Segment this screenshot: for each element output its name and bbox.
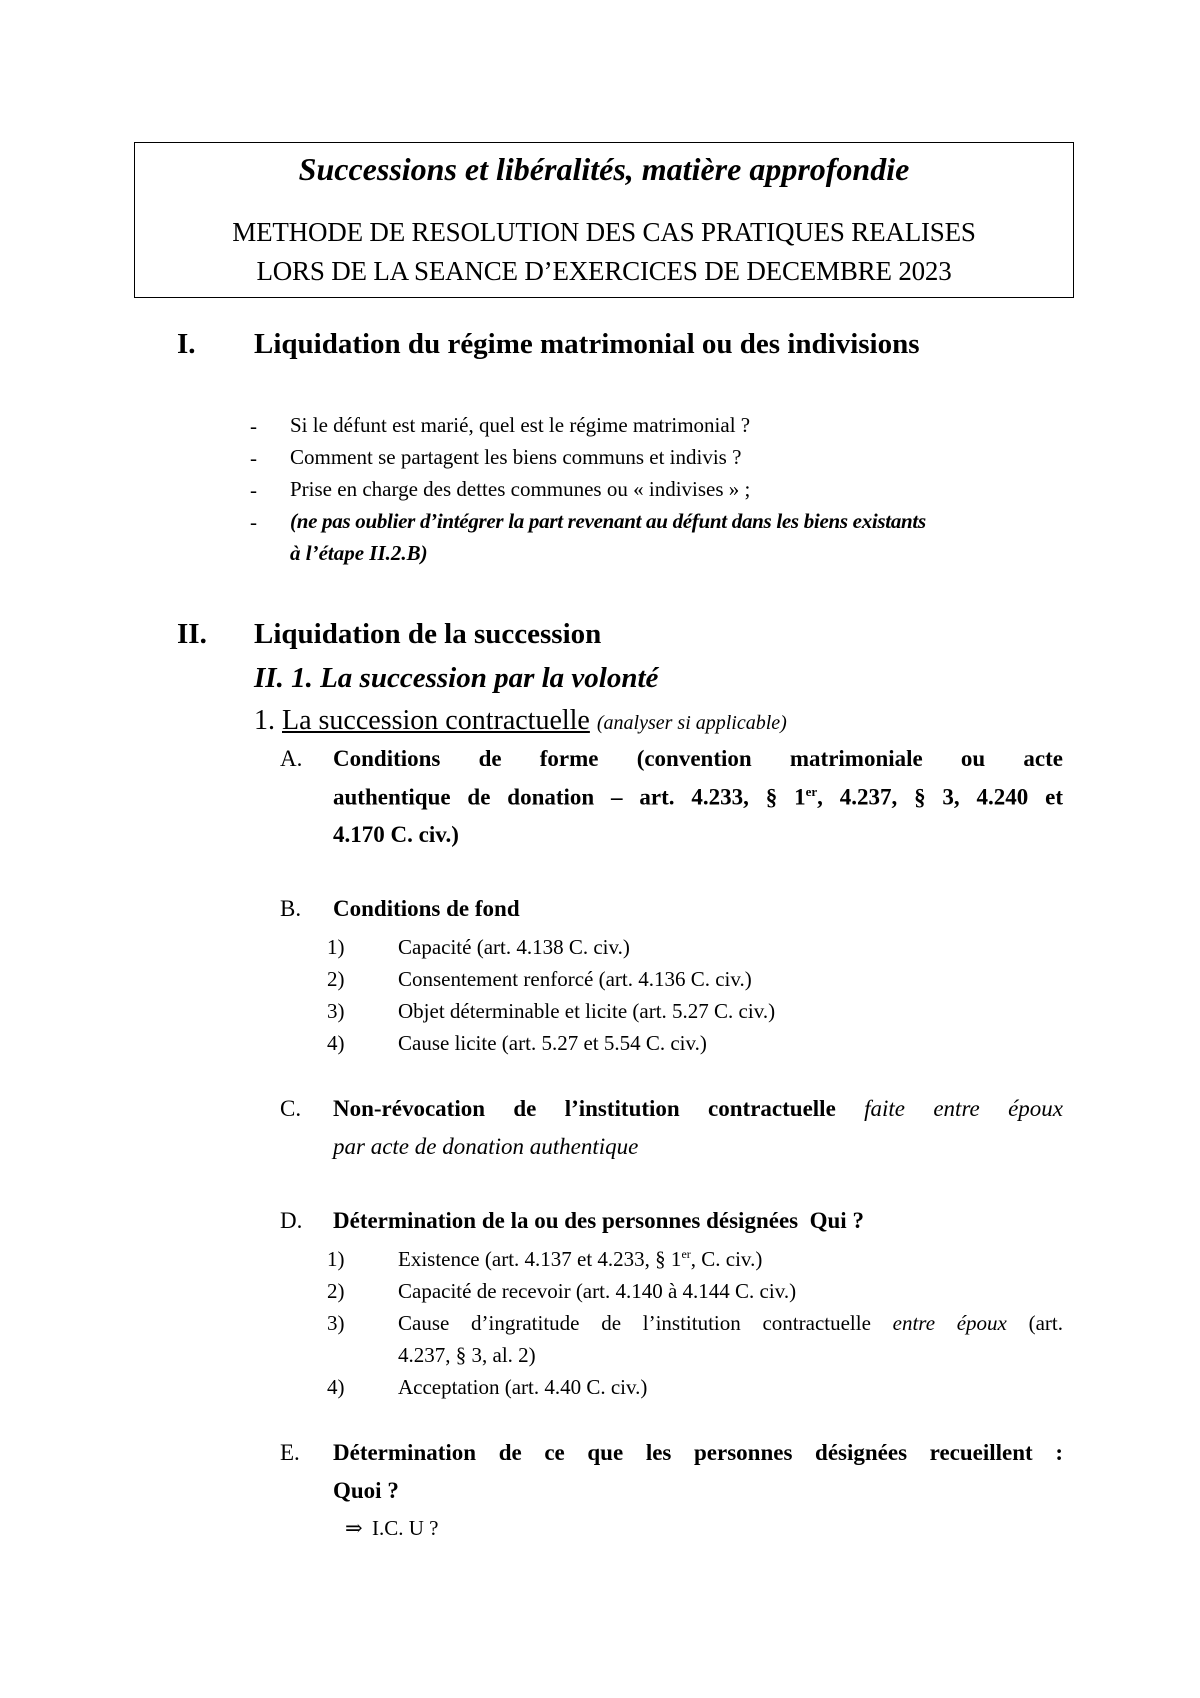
item-D-question: Qui ? bbox=[809, 1208, 864, 1233]
item-A-line-2 bbox=[333, 784, 1063, 811]
list-item: Acceptation (art. 4.40 C. civ.) bbox=[398, 1375, 648, 1399]
item-E-line-2: Quoi ? bbox=[333, 1478, 399, 1503]
section-1-number: I. bbox=[177, 328, 196, 360]
list-item-text-a: Cause d’ingratitude de l’institution contractuelle bbox=[398, 1311, 871, 1335]
item-E-letter: E. bbox=[280, 1440, 300, 1465]
item-C-bold: Non-révocation de l’institution contractuelle bbox=[333, 1096, 836, 1121]
subsection-1-title: La succession contractuelle bbox=[282, 705, 590, 736]
bullet-dash: - bbox=[250, 446, 257, 470]
list-item-text-b: , C. civ.) bbox=[690, 1247, 763, 1271]
list-number: 1) bbox=[327, 1247, 345, 1271]
bullet-item: Si le défunt est marié, quel est le régime matrimonial ? bbox=[290, 413, 751, 437]
list-number: 3) bbox=[327, 1311, 345, 1335]
list-item-text-a: Existence (art. 4.137 et 4.233, § 1 bbox=[398, 1247, 682, 1271]
subtitle-line-1: METHODE DE RESOLUTION DES CAS PRATIQUES REALISES bbox=[232, 217, 976, 247]
list-item: Consentement renforcé (art. 4.136 C. civ.) bbox=[398, 967, 752, 991]
list-number: 1) bbox=[327, 935, 345, 959]
section-1-title: Liquidation du régime matrimonial ou des indivisions bbox=[254, 328, 920, 360]
section-2-number: II. bbox=[177, 618, 207, 650]
title-box bbox=[134, 142, 1074, 298]
item-C-line-1 bbox=[333, 1096, 1063, 1122]
item-A-letter: A. bbox=[280, 746, 303, 771]
document-title: Successions et libéralités, matière approfondie bbox=[298, 151, 910, 187]
item-B-letter: B. bbox=[280, 896, 302, 921]
subtitle-line-2: LORS DE LA SEANCE D’EXERCICES DE DECEMBRE 2023 bbox=[256, 256, 952, 286]
bullet-dash: - bbox=[250, 510, 257, 534]
subsection-1-number: 1. bbox=[254, 705, 275, 736]
list-number: 4) bbox=[327, 1375, 345, 1399]
list-number: 4) bbox=[327, 1031, 345, 1055]
list-item: Cause licite (art. 5.27 et 5.54 C. civ.) bbox=[398, 1031, 707, 1055]
list-item-italic: entre époux bbox=[892, 1311, 1007, 1335]
item-D-heading bbox=[333, 1208, 864, 1234]
list-item-text-b: (art. bbox=[1028, 1311, 1063, 1335]
bullet-item: Prise en charge des dettes communes ou « indivises » ; bbox=[290, 477, 751, 501]
list-item: Capacité (art. 4.138 C. civ.) bbox=[398, 935, 630, 959]
item-B-title: Conditions de fond bbox=[333, 896, 520, 921]
list-item: Objet déterminable et licite (art. 5.27 C. civ.) bbox=[398, 999, 776, 1023]
item-D-letter: D. bbox=[280, 1208, 303, 1233]
bullet-dash: - bbox=[250, 478, 257, 502]
item-C-italic-1: faite entre époux bbox=[864, 1096, 1063, 1121]
bullet-dash: - bbox=[250, 414, 257, 438]
list-item bbox=[398, 1311, 1063, 1336]
implies-arrow-icon: ⇒ bbox=[345, 1516, 363, 1540]
list-item-continued: 4.237, § 3, al. 2) bbox=[398, 1343, 536, 1367]
item-A-line-2b: , 4.237, § 3, 4.240 et bbox=[817, 784, 1063, 810]
item-C-letter: C. bbox=[280, 1096, 302, 1121]
item-A-line-1: Conditions de forme (convention matrimoniale ou acte bbox=[333, 746, 1063, 771]
bullet-item: Comment se partagent les biens communs et indivis ? bbox=[290, 445, 742, 469]
list-number: 2) bbox=[327, 967, 345, 991]
list-number: 2) bbox=[327, 1279, 345, 1303]
item-C-italic-2: par acte de donation authentique bbox=[333, 1134, 639, 1159]
item-E-arrow-text: I.C. U ? bbox=[372, 1516, 439, 1540]
bullet-item-note: (ne pas oublier d’intégrer la part revenant au défunt dans les biens existants bbox=[290, 509, 926, 533]
list-item bbox=[398, 1247, 762, 1272]
subsection-1-heading bbox=[254, 705, 787, 737]
bullet-item-note-continued: à l’étape II.2.B) bbox=[290, 541, 428, 565]
document-subtitle bbox=[135, 213, 1073, 291]
item-A-line-2a: authentique de donation – art. 4.233, § 1 bbox=[333, 784, 806, 810]
superscript: er bbox=[681, 1247, 691, 1261]
list-number: 3) bbox=[327, 999, 345, 1023]
superscript: er bbox=[805, 784, 818, 799]
subsection-1-note: (analyser si applicable) bbox=[596, 712, 787, 734]
item-A-line-3: 4.170 C. civ.) bbox=[333, 822, 459, 847]
section-2-title: Liquidation de la succession bbox=[254, 618, 602, 650]
item-D-title: Détermination de la ou des personnes désignées bbox=[333, 1208, 799, 1233]
section-2-1-title: II. 1. La succession par la volonté bbox=[254, 662, 659, 694]
list-item: Capacité de recevoir (art. 4.140 à 4.144 C. civ.) bbox=[398, 1279, 797, 1303]
item-E-line-1: Détermination de ce que les personnes désignées recueillent : bbox=[333, 1440, 1063, 1465]
